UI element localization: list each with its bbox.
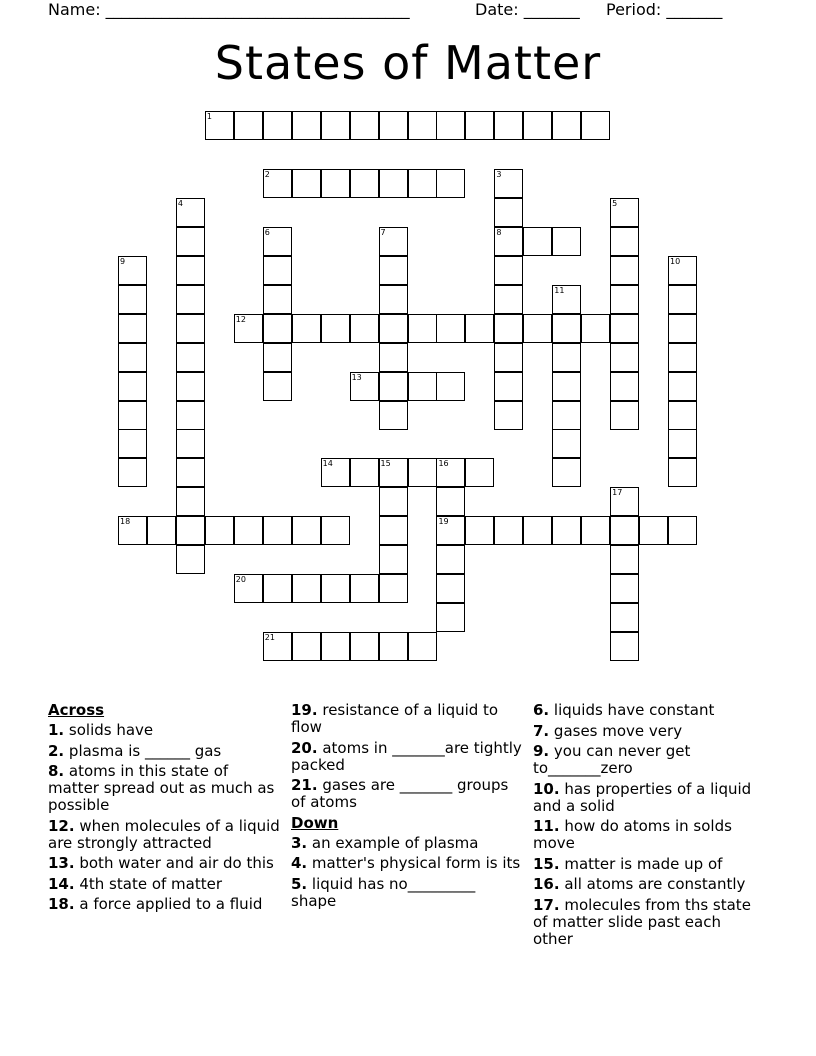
grid-cell[interactable] [581, 111, 610, 140]
grid-cell[interactable] [494, 227, 523, 256]
down-heading: Down [291, 813, 339, 832]
grid-cell[interactable] [668, 429, 697, 458]
grid-cell[interactable] [263, 574, 292, 603]
grid-cell[interactable] [610, 574, 639, 603]
grid-cell[interactable] [552, 401, 581, 430]
grid-cell[interactable] [610, 603, 639, 632]
grid-cell[interactable] [465, 458, 494, 487]
clue-item: 3. an example of plasma [291, 833, 479, 852]
grid-cell[interactable] [552, 227, 581, 256]
clue-number: 21 [264, 633, 275, 643]
grid-cell[interactable] [350, 169, 379, 198]
grid-cell[interactable] [176, 458, 205, 487]
grid-cell[interactable] [408, 458, 437, 487]
grid-cell[interactable] [552, 458, 581, 487]
grid-cell[interactable] [176, 227, 205, 256]
grid-cell[interactable] [176, 198, 205, 227]
grid-cell[interactable] [465, 516, 494, 545]
grid-cell[interactable] [668, 314, 697, 343]
grid-cell[interactable] [176, 285, 205, 314]
grid-cell[interactable] [408, 372, 437, 401]
grid-cell[interactable] [176, 343, 205, 372]
clue-item: 5. liquid has no_________ shape [291, 874, 476, 910]
grid-cell[interactable] [465, 111, 494, 140]
clue-item: 1. solids have [48, 721, 154, 739]
grid-cell[interactable] [610, 372, 639, 401]
grid-cell[interactable] [292, 111, 321, 140]
grid-cell[interactable] [610, 487, 639, 516]
clue-number: 18 [120, 517, 131, 527]
grid-cell[interactable] [552, 516, 581, 545]
grid-cell[interactable] [176, 401, 205, 430]
clue-number: 10 [670, 256, 681, 266]
grid-cell[interactable] [263, 516, 292, 545]
grid-cell[interactable] [292, 169, 321, 198]
grid-cell[interactable] [494, 285, 523, 314]
grid-cell[interactable] [176, 516, 205, 545]
grid-cell[interactable] [668, 458, 697, 487]
grid-cell[interactable] [610, 227, 639, 256]
grid-cell[interactable] [523, 111, 552, 140]
grid-cell[interactable] [118, 256, 147, 285]
grid-cell[interactable] [436, 458, 465, 487]
clue-number: 14 [322, 459, 333, 469]
grid-cell[interactable] [523, 314, 552, 343]
grid-cell[interactable] [379, 372, 408, 401]
grid-cell[interactable] [668, 285, 697, 314]
grid-cell[interactable] [379, 111, 408, 140]
grid-cell[interactable] [408, 111, 437, 140]
grid-cell[interactable] [552, 372, 581, 401]
clue-number: 12 [235, 314, 246, 324]
clue-item: 10. has properties of a liquid and a solid [533, 779, 752, 815]
grid-cell[interactable] [379, 227, 408, 256]
grid-cell[interactable] [263, 169, 292, 198]
grid-cell[interactable] [263, 632, 292, 661]
clue-number: 4 [177, 198, 183, 208]
grid-cell[interactable] [350, 458, 379, 487]
clue-column-2 [291, 702, 523, 913]
clue-item: 18. a force applied to a fluid [48, 895, 263, 913]
grid-cell[interactable] [263, 111, 292, 140]
grid-cell[interactable] [350, 372, 379, 401]
clue-item: 11. how do atoms in solds move [533, 817, 732, 852]
clue-item: 7. gases move very [533, 721, 683, 740]
grid-cell[interactable] [610, 198, 639, 227]
page-title: States of Matter [214, 36, 602, 90]
clue-item: 20. atoms in _______are tightly packed [291, 738, 522, 774]
grid-cell[interactable] [494, 343, 523, 372]
grid-cell[interactable] [436, 372, 465, 401]
grid-cell[interactable] [494, 516, 523, 545]
grid-cell[interactable] [234, 574, 263, 603]
grid-cell[interactable] [668, 401, 697, 430]
grid-cell[interactable] [379, 314, 408, 343]
clue-column-1 [48, 702, 283, 917]
clue-item: 15. matter is made up of [533, 854, 723, 873]
clue-item: 2. plasma is ______ gas [48, 741, 222, 760]
grid-cell[interactable] [523, 227, 552, 256]
clue-number: 17 [612, 488, 623, 498]
grid-cell[interactable] [465, 314, 494, 343]
grid-cell[interactable] [436, 487, 465, 516]
grid-cell[interactable] [494, 401, 523, 430]
grid-cell[interactable] [321, 314, 350, 343]
clue-item: 17. molecules from ths state of matter slide past each other [533, 895, 751, 948]
period-field-label: Period: _______ [606, 0, 723, 19]
grid-cell[interactable] [552, 285, 581, 314]
grid-cell[interactable] [494, 111, 523, 140]
grid-cell[interactable] [610, 285, 639, 314]
grid-cell[interactable] [263, 227, 292, 256]
grid-cell[interactable] [118, 314, 147, 343]
grid-cell[interactable] [610, 401, 639, 430]
grid-cell[interactable] [581, 314, 610, 343]
clue-item: 16. all atoms are constantly [533, 875, 746, 893]
grid-cell[interactable] [494, 372, 523, 401]
clue-number: 6 [264, 227, 270, 237]
clue-item: 13. both water and air do this [48, 854, 274, 872]
grid-cell[interactable] [379, 285, 408, 314]
grid-cell[interactable] [263, 285, 292, 314]
grid-cell[interactable] [494, 169, 523, 198]
grid-cell[interactable] [379, 632, 408, 661]
grid-cell[interactable] [408, 314, 437, 343]
grid-cell[interactable] [610, 516, 639, 545]
grid-cell[interactable] [350, 574, 379, 603]
grid-cell[interactable] [408, 632, 437, 661]
grid-cell[interactable] [234, 314, 263, 343]
grid-cell[interactable] [379, 574, 408, 603]
grid-cell[interactable] [668, 343, 697, 372]
grid-cell[interactable] [292, 314, 321, 343]
grid-cell[interactable] [494, 314, 523, 343]
clue-number: 3 [496, 169, 502, 179]
grid-cell[interactable] [610, 256, 639, 285]
grid-cell[interactable] [552, 314, 581, 343]
grid-cell[interactable] [176, 487, 205, 516]
grid-cell[interactable] [321, 111, 350, 140]
clue-item: 4. matter's physical form is its [291, 854, 521, 872]
clue-number: 9 [120, 256, 126, 266]
clue-number: 5 [612, 198, 618, 208]
clue-item: 12. when molecules of a liquid are strongly attracted [48, 816, 280, 852]
clue-item: 14. 4th state of matter [48, 874, 223, 893]
grid-cell[interactable] [436, 516, 465, 545]
grid-cell[interactable] [321, 458, 350, 487]
grid-cell[interactable] [292, 574, 321, 603]
clue-item: 9. you can never get to_______zero [533, 742, 691, 777]
grid-cell[interactable] [436, 111, 465, 140]
grid-cell[interactable] [205, 516, 234, 545]
clue-item: 6. liquids have constant [533, 701, 715, 719]
grid-cell[interactable] [494, 256, 523, 285]
grid-cell[interactable] [118, 285, 147, 314]
clue-column-3 [533, 702, 765, 951]
grid-cell[interactable] [523, 516, 552, 545]
grid-cell[interactable] [379, 343, 408, 372]
grid-cell[interactable] [118, 458, 147, 487]
grid-cell[interactable] [321, 516, 350, 545]
grid-cell[interactable] [610, 545, 639, 574]
grid-cell[interactable] [147, 516, 176, 545]
clue-number: 15 [380, 459, 391, 469]
grid-cell[interactable] [668, 516, 697, 545]
grid-cell[interactable] [379, 458, 408, 487]
clue-number: 1 [206, 112, 212, 121]
grid-cell[interactable] [321, 632, 350, 661]
grid-cell[interactable] [176, 429, 205, 458]
grid-cell[interactable] [350, 314, 379, 343]
grid-cell[interactable] [610, 632, 639, 661]
clue-item: 8. atoms in this state of matter spread out as much as possible [48, 762, 275, 814]
grid-cell[interactable] [176, 372, 205, 401]
grid-cell[interactable] [118, 516, 147, 545]
grid-cell[interactable] [263, 372, 292, 401]
grid-cell[interactable] [379, 256, 408, 285]
date-field-label: Date: _______ [475, 0, 580, 19]
across-heading: Across [48, 701, 105, 719]
grid-cell[interactable] [118, 429, 147, 458]
grid-cell[interactable] [494, 198, 523, 227]
grid-cell[interactable] [436, 574, 465, 603]
grid-cell[interactable] [176, 314, 205, 343]
clue-number: 13 [351, 372, 362, 382]
clue-number: 8 [496, 227, 502, 237]
grid-cell[interactable] [379, 401, 408, 430]
grid-cell[interactable] [263, 314, 292, 343]
grid-cell[interactable] [118, 372, 147, 401]
grid-cell[interactable] [350, 632, 379, 661]
grid-cell[interactable] [668, 256, 697, 285]
grid-cell[interactable] [263, 343, 292, 372]
grid-cell[interactable] [552, 343, 581, 372]
grid-cell[interactable] [610, 314, 639, 343]
grid-cell[interactable] [436, 545, 465, 574]
clue-number: 16 [438, 459, 449, 469]
grid-cell[interactable] [379, 545, 408, 574]
clue-number: 11 [554, 285, 565, 295]
clue-item: 19. resistance of a liquid to flow [291, 701, 499, 736]
clue-number: 7 [380, 227, 386, 237]
grid-cell[interactable] [176, 256, 205, 285]
grid-cell[interactable] [292, 516, 321, 545]
grid-cell[interactable] [379, 516, 408, 545]
grid-cell[interactable] [379, 169, 408, 198]
grid-cell[interactable] [176, 545, 205, 574]
grid-cell[interactable] [668, 372, 697, 401]
grid-cell[interactable] [408, 169, 437, 198]
grid-cell[interactable] [263, 256, 292, 285]
grid-cell[interactable] [205, 111, 234, 140]
name-field-label: Name: ______________________________________ [48, 0, 410, 19]
clue-item: 21. gases are _______ groups of atoms [291, 776, 509, 811]
grid-cell[interactable] [610, 343, 639, 372]
clue-number: 2 [264, 169, 270, 179]
grid-cell[interactable] [118, 343, 147, 372]
grid-cell[interactable] [552, 111, 581, 140]
grid-cell[interactable] [552, 429, 581, 458]
grid-cell[interactable] [118, 401, 147, 430]
grid-cell[interactable] [321, 169, 350, 198]
grid-cell[interactable] [234, 516, 263, 545]
clue-number: 19 [438, 517, 449, 527]
clue-number: 20 [235, 575, 246, 585]
grid-cell[interactable] [379, 487, 408, 516]
grid-cell[interactable] [436, 169, 465, 198]
grid-cell[interactable] [639, 516, 668, 545]
grid-cell[interactable] [350, 111, 379, 140]
grid-cell[interactable] [292, 632, 321, 661]
grid-cell[interactable] [321, 574, 350, 603]
grid-cell[interactable] [436, 603, 465, 632]
grid-cell[interactable] [581, 516, 610, 545]
grid-cell[interactable] [234, 111, 263, 140]
grid-cell[interactable] [436, 314, 465, 343]
